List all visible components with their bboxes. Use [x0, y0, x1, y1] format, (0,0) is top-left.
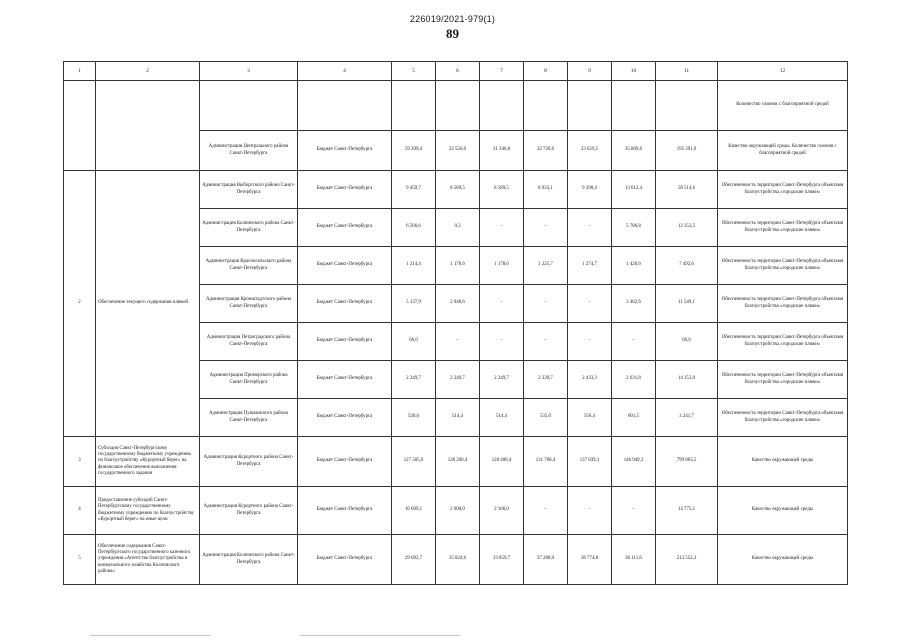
- value-cell: [392, 81, 436, 131]
- value-cell: 514,4: [480, 399, 524, 437]
- value-cell: -: [568, 487, 612, 535]
- indicator-cell: Количество газонов с благоприятной средой: [718, 81, 848, 131]
- value-cell: 8 589,5: [436, 171, 480, 209]
- value-cell: 5 786,8: [612, 209, 656, 247]
- value-cell: -: [612, 487, 656, 535]
- indicator-cell: Обеспеченность территории Санкт-Петербурга объектами благоустройства «городские пляжи»: [718, 209, 848, 247]
- value-cell: 5 137,9: [392, 285, 436, 323]
- admin-cell: Администрация Колпинского района Санкт-Петербурга: [200, 209, 298, 247]
- value-cell: -: [524, 323, 568, 361]
- budget-cell: Бюджет Санкт-Петербурга: [298, 131, 392, 171]
- value-cell: [436, 81, 480, 131]
- value-cell: 35 824,6: [436, 535, 480, 585]
- value-cell: 146 949,3: [612, 437, 656, 487]
- row-number-cell: 2: [64, 171, 96, 437]
- budget-cell: Бюджет Санкт-Петербурга: [298, 247, 392, 285]
- value-cell: -: [524, 285, 568, 323]
- value-cell: 0,3: [436, 209, 480, 247]
- header-cell: 1: [64, 62, 96, 81]
- admin-cell: Администрация Курортного района Санкт-Петербурга: [200, 487, 298, 535]
- value-cell: 66,0: [392, 323, 436, 361]
- row-number-cell: 4: [64, 487, 96, 535]
- value-cell: 58 514,6: [656, 171, 718, 209]
- value-cell: 59 209,4: [392, 131, 436, 171]
- table-row: [64, 487, 848, 535]
- header-cell: 8: [524, 62, 568, 81]
- value-cell: 1 420,6: [612, 247, 656, 285]
- budget-cell: Бюджет Санкт-Петербурга: [298, 171, 392, 209]
- value-cell: 3 241,7: [656, 399, 718, 437]
- header-cell: 6: [436, 62, 480, 81]
- value-cell: 2 249,7: [480, 361, 524, 399]
- value-cell: 535,0: [524, 399, 568, 437]
- value-cell: -: [480, 285, 524, 323]
- value-cell: 514,4: [436, 399, 480, 437]
- value-cell: 556,4: [568, 399, 612, 437]
- row-number-cell: 5: [64, 535, 96, 585]
- value-cell: 2 631,8: [612, 361, 656, 399]
- value-cell: 2 948,6: [436, 285, 480, 323]
- value-cell: 10 609,1: [392, 487, 436, 535]
- table-header-row: [64, 62, 848, 81]
- scan-artifact: [300, 635, 460, 636]
- budget-cell: Бюджет Санкт-Петербурга: [298, 399, 392, 437]
- value-cell: 127 505,9: [392, 437, 436, 487]
- budget-cell: Бюджет Санкт-Петербурга: [298, 437, 392, 487]
- value-cell: 6 566,6: [392, 209, 436, 247]
- value-cell: 2 433,3: [568, 361, 612, 399]
- value-cell: 23 629,5: [568, 131, 612, 171]
- value-cell: 1 178,6: [480, 247, 524, 285]
- budget-cell: Бюджет Санкт-Петербурга: [298, 209, 392, 247]
- value-cell: 128 200,4: [436, 437, 480, 487]
- value-cell: [568, 81, 612, 131]
- value-cell: 31 346,8: [480, 131, 524, 171]
- value-cell: -: [524, 209, 568, 247]
- value-cell: 1 214,4: [392, 247, 436, 285]
- value-cell: 22 556,0: [436, 131, 480, 171]
- budget-cell: [298, 81, 392, 131]
- value-cell: [656, 81, 718, 131]
- value-cell: 13 612,4: [612, 171, 656, 209]
- document-id: 226019/2021-979(1): [409, 14, 496, 24]
- header-cell: 2: [96, 62, 200, 81]
- indicator-cell: Обеспеченность территории Санкт-Петербурга объектами благоустройства «городские пляжи»: [718, 247, 848, 285]
- value-cell: 195 291,9: [656, 131, 718, 171]
- admin-cell: Администрация Колпинского района Санкт-Петербурга: [200, 535, 298, 585]
- value-cell: 8 933,1: [524, 171, 568, 209]
- scan-artifact: [90, 635, 210, 636]
- program-name-cell: Обеспечение содержания Санкт-Петербургского государственного казенного учреждения «Агентство благоустройства и коммунального хозяйства Колпинского района»: [96, 535, 200, 585]
- value-cell: 131 768,4: [524, 437, 568, 487]
- value-cell: 7 492,6: [656, 247, 718, 285]
- admin-cell: Администрация Курортного района Санкт-Петербурга: [200, 437, 298, 487]
- value-cell: [480, 81, 524, 131]
- value-cell: 9 290,4: [568, 171, 612, 209]
- row-number-cell: 3: [64, 437, 96, 487]
- value-cell: 14 153,9: [656, 361, 718, 399]
- value-cell: 1 225,7: [524, 247, 568, 285]
- table-row: [64, 81, 848, 131]
- value-cell: -: [524, 487, 568, 535]
- value-cell: -: [480, 323, 524, 361]
- header-cell: 10: [612, 62, 656, 81]
- value-cell: 36 111,6: [612, 535, 656, 585]
- header-cell: 7: [480, 62, 524, 81]
- value-cell: -: [480, 209, 524, 247]
- budget-cell: Бюджет Санкт-Петербурга: [298, 323, 392, 361]
- admin-cell: Администрация Выборгского района Санкт-Петербурга: [200, 171, 298, 209]
- indicator-cell: Качество окружающей среды. Количество газонов с благоприятной средой: [718, 131, 848, 171]
- value-cell: 12 353,5: [656, 209, 718, 247]
- program-name-cell: Предоставление субсидий Санкт-Петербургскому государственному бюджетному учреждению по благоустройству «Курортный берег» на иные цели: [96, 487, 200, 535]
- value-cell: 1 178,6: [436, 247, 480, 285]
- value-cell: [612, 81, 656, 131]
- value-cell: 137 039,1: [568, 437, 612, 487]
- budget-cell: Бюджет Санкт-Петербурга: [298, 487, 392, 535]
- value-cell: -: [568, 209, 612, 247]
- value-cell: 35 809,6: [612, 131, 656, 171]
- header-cell: 5: [392, 62, 436, 81]
- budget-cell: Бюджет Санкт-Петербурга: [298, 361, 392, 399]
- value-cell: 33 859,7: [480, 535, 524, 585]
- value-cell: 9 459,7: [392, 171, 436, 209]
- value-cell: 3 462,6: [612, 285, 656, 323]
- header-cell: 11: [656, 62, 718, 81]
- table-row: [64, 171, 848, 209]
- value-cell: 37 288,9: [524, 535, 568, 585]
- admin-cell: Администрация Центрального района Санкт-Петербурга: [200, 131, 298, 171]
- value-cell: -: [612, 323, 656, 361]
- header-cell: 12: [718, 62, 848, 81]
- table-row: [64, 535, 848, 585]
- admin-cell: Администрация Петроградского района Санкт-Петербурга: [200, 323, 298, 361]
- value-cell: 29 692,7: [392, 535, 436, 585]
- value-cell: 38 774,8: [568, 535, 612, 585]
- program-name-cell: Субсидия Санкт-Петербургскому государственному бюджетному учреждению по благоустройству «Курортный берег» на финансовое обеспечение выполнения государственного задания: [96, 437, 200, 487]
- indicator-cell: Качество окружающей среды: [718, 535, 848, 585]
- admin-cell: [200, 81, 298, 131]
- page-number: 89: [446, 26, 459, 41]
- header-cell: 3: [200, 62, 298, 81]
- value-cell: 601,5: [612, 399, 656, 437]
- row-number-cell: [64, 81, 96, 171]
- budget-cell: Бюджет Санкт-Петербурга: [298, 285, 392, 323]
- indicator-cell: Качество окружающей среды: [718, 437, 848, 487]
- value-cell: 8 589,5: [480, 171, 524, 209]
- value-cell: 11 549,1: [656, 285, 718, 323]
- indicator-cell: Обеспеченность территории Санкт-Петербурга объектами благоустройства «городские пляжи»: [718, 171, 848, 209]
- value-cell: 520,0: [392, 399, 436, 437]
- budget-table: [63, 61, 848, 585]
- indicator-cell: Обеспеченность территории Санкт-Петербурга объектами благоустройства «городские пляжи»: [718, 361, 848, 399]
- value-cell: 1 274,7: [568, 247, 612, 285]
- value-cell: 2 249,7: [436, 361, 480, 399]
- value-cell: -: [568, 285, 612, 323]
- value-cell: -: [568, 323, 612, 361]
- program-name-cell: Обеспечение текущего содержания пляжей: [96, 171, 200, 437]
- program-name-cell: [96, 81, 200, 171]
- table-row: [64, 437, 848, 487]
- value-cell: 128 400,4: [480, 437, 524, 487]
- budget-cell: Бюджет Санкт-Петербурга: [298, 535, 392, 585]
- value-cell: 2 339,7: [524, 361, 568, 399]
- value-cell: [524, 81, 568, 131]
- indicator-cell: Обеспеченность территории Санкт-Петербурга объектами благоустройства «городские пляжи»: [718, 399, 848, 437]
- admin-cell: Администрация Красносельского района Санкт-Петербурга: [200, 247, 298, 285]
- admin-cell: Администрация Пушкинского района Санкт-Петербурга: [200, 399, 298, 437]
- header-cell: 9: [568, 62, 612, 81]
- header-cell: 4: [298, 62, 392, 81]
- value-cell: 213 552,3: [656, 535, 718, 585]
- value-cell: 66,0: [656, 323, 718, 361]
- value-cell: 14 775,1: [656, 487, 718, 535]
- value-cell: 2 166,0: [480, 487, 524, 535]
- value-cell: -: [436, 323, 480, 361]
- indicator-cell: Обеспеченность территории Санкт-Петербурга объектами благоустройства «городские пляжи»: [718, 285, 848, 323]
- admin-cell: Администрация Приморского района Санкт-Петербурга: [200, 361, 298, 399]
- value-cell: 799 863,5: [656, 437, 718, 487]
- indicator-cell: Качество окружающей среды: [718, 487, 848, 535]
- value-cell: 22 720,6: [524, 131, 568, 171]
- value-cell: 2 000,0: [436, 487, 480, 535]
- indicator-cell: Обеспеченность территории Санкт-Петербурга объектами благоустройства «городские пляжи»: [718, 323, 848, 361]
- value-cell: 2 249,7: [392, 361, 436, 399]
- admin-cell: Администрация Кронштадтского района Санкт-Петербурга: [200, 285, 298, 323]
